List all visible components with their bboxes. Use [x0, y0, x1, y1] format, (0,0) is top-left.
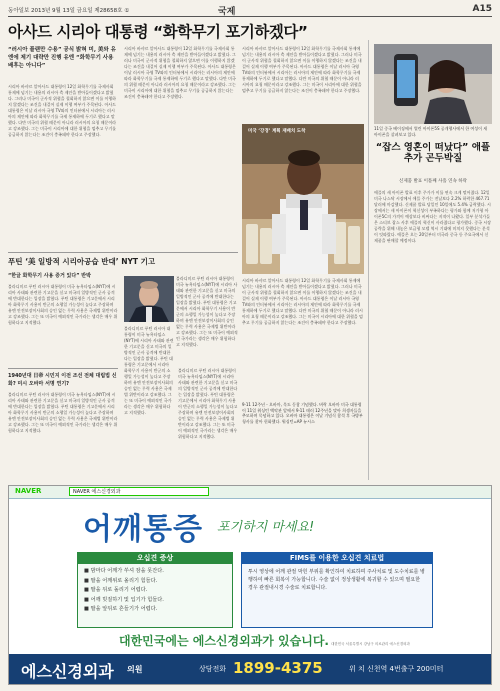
iphone-photo — [374, 44, 492, 124]
phone-label: 상담전화 — [199, 665, 227, 673]
symptom-box-title: 오십견 증상 — [78, 553, 232, 564]
sub-article-subhead: 1940년대 日帝 시민지 이전 조선 전체 대립법 신화? 미시 오바마 서명 연기? — [8, 373, 117, 387]
phone-number[interactable]: 1899-4375 — [233, 659, 323, 677]
iphone-caption: 11일 중국 베이징에서 열린 아이폰5S 공개행사에서 한 여성이 새 아이폰을 살펴보고 있다. — [374, 126, 488, 137]
section-divider — [8, 252, 238, 253]
main-lead: “러시아 플랜만 수용” 공식 밝혀 미, 美와 유엔에 제기 대략만 진행 유엔 “화학무기 사용 배후는 아니다” — [8, 47, 116, 69]
main-body-col1: 시리아 바샤르 알아사드 대통령이 12일 화학무기를 국제사회 통제에 넘기는 내용의 러시아 측 제안을 받아들이겠다고 밝혔다. 그러나 미국이 군사적 위협을 철회하지 않으면 이를 이행하지 않겠다는 조건을 내걸어 실제 이행 여부가 주목된다. 아사드 대통령은 이날 러시아 국영 TV와의 인터뷰에서 시리아는 러시아의 제안에 따라 화학무기를 국제 통제하에 두기로 했다고 말했다. 다만 미국의 위협 때문이 아니라 러시아의 요청 때문이라고 강조했다. 그는 미국이 시리아에 대한 위협을 멈추고 무기를 공급하지 않는다는 조건이 충족돼야 한다고 주장했다. — [8, 84, 117, 137]
page-header — [8, 4, 492, 17]
ad-tagline: 대한민국에는 에스신경외과가 있습니다. — [119, 634, 329, 648]
ad-address: 대한민국 서울특별시 강남구 의료관리 에스신경외과 — [331, 642, 410, 646]
treatment-box-title: FIMS를 이용한 오십견 치료법 — [242, 553, 432, 564]
symptom-list — [78, 564, 232, 618]
apple-byline: 신제품 발표 이틀째 사흘 연속 하락 — [398, 179, 467, 184]
apple-headline: “잡스 영혼이 떠났다” 애플 추가 곤두박질 — [375, 142, 491, 164]
ad-search-bar — [9, 486, 491, 499]
sub-article-body-col4: 블라디미르 푸틴 러시아 대통령이 미국 뉴욕타임스(NYT)에 시리아 사태와 관련한 기고문을 싣고 미국의 일방적인 군사 공격에 반대한다는 입장을 밝혔다. 푸틴 대통령은 기고문에서 시리아 화학무기 사용이 반군의 소행일 가능성이 높다고 주장하며 유엔 안전보장이사회의 승인 없는 무력 사용은 국제법 위반이라고 강조했다. 그는 또 미국이 예외적인 국가라는 생각은 매우 위험하다고 지적했다. — [8, 392, 118, 433]
sub-article-body-col2: 블라디미르 푸틴 러시아 대통령이 미국 뉴욕타임스(NYT)에 시리아 사태와 관련한 기고문을 싣고 미국의 일방적인 군사 공격에 반대한다는 입장을 밝혔다. 푸틴 대통령은 기고문에서 시리아 화학무기 사용이 반군의 소행일 가능성이 높다고 주장하며 유엔 안전보장이사회의 승인 없는 무력 사용은 국제법 위반이라고 강조했다. 그는 또 미국이 예외적인 국가라는 생각은 매우 위험하다고 지적했다. — [176, 276, 238, 347]
hospital-suffix: 의원 — [127, 665, 143, 674]
main-body-col3: 시리아 바샤르 알아사드 대통령이 12일 화학무기를 국제사회 통제에 넘기는 내용의 러시아 측 제안을 받아들이겠다고 밝혔다. 그러나 미국이 군사적 위협을 철회하지 않으면 이를 이행하지 않겠다는 조건을 내걸어 실제 이행 여부가 주목된다. 아사드 대통령은 이날 러시아 국영 TV와의 인터뷰에서 시리아는 러시아의 제안에 따라 화학무기를 국제 통제하에 두기로 했다고 말했다. 다만 미국의 위협 때문이 아니라 러시아의 요청 때문이라고 강조했다. 그는 미국이 시리아에 대한 위협을 멈추고 무기를 공급하지 않는다는 조건이 충족돼야 한다고 주장했다. — [242, 46, 362, 93]
apple-body: 애플의 새 아이폰 발표 이후 주가가 이틀 연속 크게 떨어졌다. 12일 미국 나스닥 시장에서 애플 주가는 전날보다 2.2% 하락한 467.71달러에 마감했다. 신제품 발표 당일인 10일에도 5.4% 급락했다. 시장에서는 새 아이폰이 혁신성이 부족하다는 평가와 함께 저가형 아이폰5C의 가격이 예상보다 비싸다는 지적이 나왔다. 일부 분석가들은 스티브 잡스 사후 애플의 혁신이 사라졌다고 평가했다. 중국 시장 공략을 위해 내놓은 보급형 모델 역시 기대에 미치지 못했다는 분석이 잇따랐다. 애플은 오는 20일부터 미국과 중국 등 주요국에서 신제품을 판매할 예정이다. — [374, 190, 492, 243]
sub-divider — [8, 368, 118, 369]
obama-photo — [242, 124, 364, 274]
symptom-item: ■ 어깨 빗질하기 및 입기가 힘들다. — [84, 596, 164, 603]
photo-inset-title: 미국 ‘강경’ 계획 재배치 도착 — [248, 129, 306, 134]
sub-article-headline: 푸틴 ‘美 일방적 시리아공습 반대’ NYT 기고 — [8, 257, 156, 266]
ad-slogan-main: 어깨통증 — [83, 512, 203, 547]
symptom-box — [77, 552, 233, 628]
symptom-item: ■ 팔을 뒤로 돌리기 어렵다. — [84, 587, 148, 593]
page-number: A15 — [472, 4, 492, 14]
main-headline: 아사드 시리아 대통령 “화학무기 포기하겠다” — [8, 23, 308, 41]
treatment-box — [241, 552, 433, 628]
treatment-text: 투시 영상에 어깨 관절 막힌 부위를 확인하여 치료하며 주사치료 및 도수치료를 병행하여 빠른 회복이 가능합니다. 수술 없이 정상생활에 복귀할 수 있으며 필요한 경우 관절내시경 수술로 치료합니다. — [248, 569, 425, 591]
hospital-location: 위 치 신천역 4번출구 200미터 — [349, 665, 444, 673]
column-divider — [368, 40, 369, 480]
naver-logo: NAVER — [15, 487, 42, 495]
ad-slogan-sub: 포기하지 마세요! — [217, 520, 315, 535]
symptom-item: ■ 팔을 어깨위로 올리기 힘들다. — [84, 577, 158, 584]
symptom-item: ■ 밤마다 어깨가 쑤셔 잠을 못잔다. — [84, 568, 164, 574]
issue-info: 동아일보 2013년 9월 13일 금요일 제28658호 ① — [8, 8, 130, 14]
putin-photo — [124, 276, 174, 322]
symptom-item: ■ 팔을 앞뒤로 흔들기가 어렵다. — [84, 606, 158, 612]
hospital-advertisement — [8, 485, 492, 685]
sub-article-body-col5: 블라디미르 푸틴 러시아 대통령이 미국 뉴욕타임스(NYT)에 시리아 사태와 관련한 기고문을 싣고 미국의 일방적인 군사 공격에 반대한다는 입장을 밝혔다. 푸틴 대통령은 기고문에서 시리아 화학무기 사용이 반군의 소행일 가능성이 높다고 주장하며 유엔 안전보장이사회의 승인 없는 무력 사용은 국제법 위반이라고 강조했다. 그는 또 미국이 예외적인 국가라는 생각은 매우 위험하다고 지적했다. — [178, 368, 238, 439]
main-body-col4: 시리아 바샤르 알아사드 대통령이 12일 화학무기를 국제사회 통제에 넘기는 내용의 러시아 측 제안을 받아들이겠다고 밝혔다. 그러나 미국이 군사적 위협을 철회하지 않으면 이를 이행하지 않겠다는 조건을 내걸어 실제 이행 여부가 주목된다. 아사드 대통령은 이날 러시아 국영 TV와의 인터뷰에서 시리아는 러시아의 제안에 따라 화학무기를 국제 통제하에 두기로 했다고 말했다. 다만 미국의 위협 때문이 아니라 러시아의 요청 때문이라고 강조했다. 그는 미국이 시리아에 대한 위협을 멈추고 무기를 공급하지 않는다는 조건이 충족돼야 한다고 주장했다. — [242, 278, 363, 325]
section-name: 국제 — [218, 7, 236, 17]
hospital-name: 에스신경외과 — [21, 662, 114, 681]
sub-article-body-col3: 블라디미르 푸틴 러시아 대통령이 미국 뉴욕타임스(NYT)에 시리아 사태와 관련한 기고문을 싣고 미국의 일방적인 군사 공격에 반대한다는 입장을 밝혔다. 푸틴 대통령은 기고문에서 시리아 화학무기 사용이 반군의 소행일 가능성이 높다고 주장하며 유엔 안전보장이사회의 승인 없는 무력 사용은 국제법 위반이라고 강조했다. 그는 또 미국이 예외적인 국가라는 생각은 매우 위험하다고 지적했다. — [124, 326, 174, 415]
photo-caption: 9·11 12주년 - 오바마, 묵도 동참 기념했다. 버락 오바마 미국 대통령이 11일 워싱턴 백악관 앞에서 9·11 테러 12주년을 맞아 희생자들을 추모하며 묵념하고 있다. 오바마 대통령은 이날 기념식 참석 후 국방부 청사를 찾아 헌화했다. 워싱턴=AP 뉴시스 — [242, 402, 363, 424]
main-body-col2: 시리아 바샤르 알아사드 대통령이 12일 화학무기를 국제사회 통제에 넘기는 내용의 러시아 측 제안을 받아들이겠다고 밝혔다. 그러나 미국이 군사적 위협을 철회하지 않으면 이를 이행하지 않겠다는 조건을 내걸어 실제 이행 여부가 주목된다. 아사드 대통령은 이날 러시아 국영 TV와의 인터뷰에서 시리아는 러시아의 제안에 따라 화학무기를 국제 통제하에 두기로 했다고 말했다. 다만 미국의 위협 때문이 아니라 러시아의 요청 때문이라고 강조했다. 그는 미국이 시리아에 대한 위협을 멈추고 무기를 공급하지 않는다는 조건이 충족돼야 한다고 주장했다. — [124, 46, 236, 99]
ad-search-box: NAVER 에스신경외과 — [69, 487, 209, 496]
ad-footer — [9, 654, 491, 684]
sub-article-lead: “한글 화학무기 사용 증거 있다” 반박 — [8, 273, 91, 279]
sub-article-body-col1: 블라디미르 푸틴 러시아 대통령이 미국 뉴욕타임스(NYT)에 시리아 사태와 관련한 기고문을 싣고 미국의 일방적인 군사 공격에 반대한다는 입장을 밝혔다. 푸틴 대통령은 기고문에서 시리아 화학무기 사용이 반군의 소행일 가능성이 높다고 주장하며 유엔 안전보장이사회의 승인 없는 무력 사용은 국제법 위반이라고 강조했다. 그는 또 미국이 예외적인 국가라는 생각은 매우 위험하다고 지적했다. — [8, 284, 118, 325]
